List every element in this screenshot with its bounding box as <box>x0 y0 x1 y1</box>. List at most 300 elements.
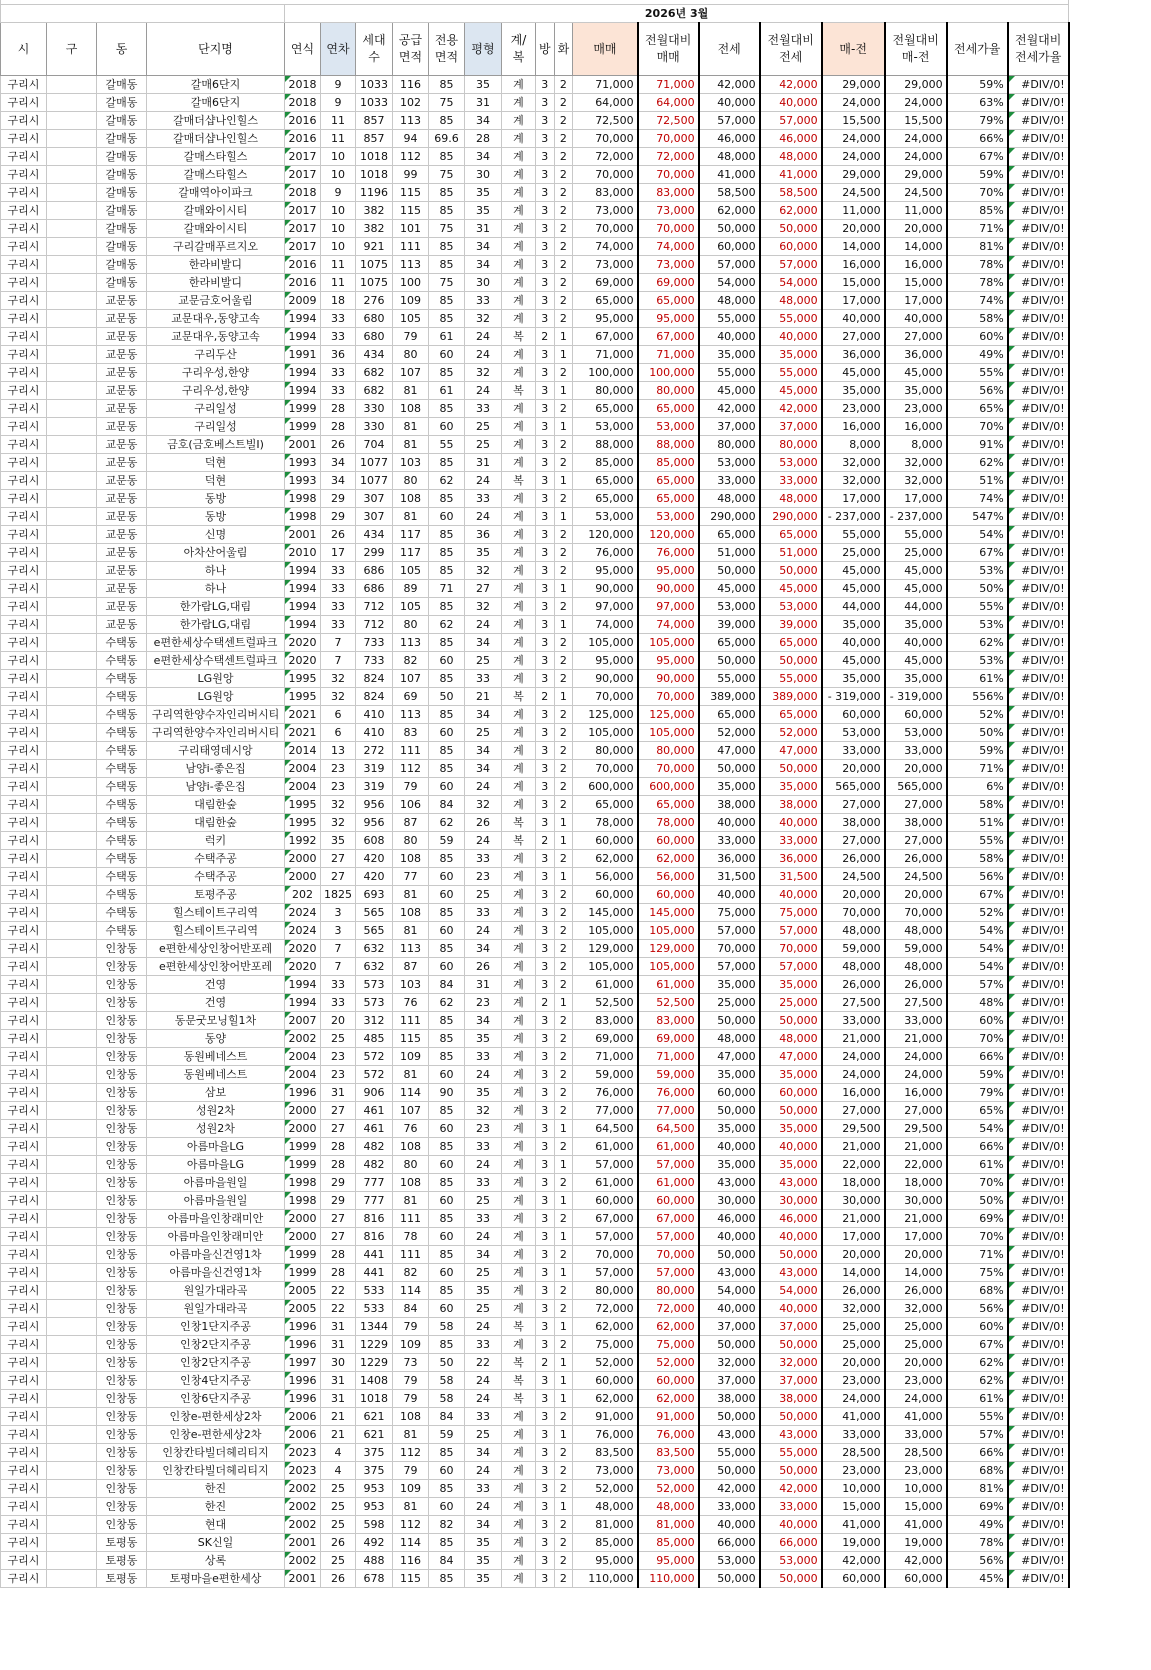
cell-col-gap-change[interactable]: 27,500 <box>885 994 947 1012</box>
cell-col-gap[interactable]: 14,000 <box>822 1264 885 1282</box>
cell-col-baths[interactable]: 2 <box>554 796 573 814</box>
cell-col-sale[interactable]: 95,000 <box>573 652 638 670</box>
cell-col-exclusive-area[interactable]: 60 <box>429 652 465 670</box>
cell-col-year[interactable]: 1998 <box>285 490 321 508</box>
cell-col-gap[interactable]: 35,000 <box>822 616 885 634</box>
cell-col-sale[interactable]: 67,000 <box>573 1210 638 1228</box>
cell-col-sale-change[interactable]: 73,000 <box>638 256 699 274</box>
cell-col-complex[interactable]: 토평마을e편한세상 <box>147 1570 285 1588</box>
cell-col-households[interactable]: 1018 <box>356 1390 393 1408</box>
cell-col-type[interactable]: 계 <box>502 1192 536 1210</box>
cell-col-rooms[interactable]: 3 <box>536 148 555 166</box>
cell-col-dong[interactable]: 교문동 <box>97 616 147 634</box>
cell-col-households[interactable]: 678 <box>356 1570 393 1588</box>
cell-col-si[interactable]: 구리시 <box>1 760 47 778</box>
cell-col-si[interactable]: 구리시 <box>1 796 47 814</box>
cell-col-dong[interactable]: 갈매동 <box>97 130 147 148</box>
cell-col-ratio-change[interactable]: #DIV/0! <box>1008 1138 1069 1156</box>
cell-col-sale-change[interactable]: 85,000 <box>638 454 699 472</box>
cell-col-age[interactable]: 6 <box>321 724 356 742</box>
cell-col-si[interactable]: 구리시 <box>1 688 47 706</box>
cell-col-jeonse[interactable]: 53,000 <box>699 454 760 472</box>
cell-col-jeonse-ratio[interactable]: 60% <box>947 328 1008 346</box>
cell-col-type[interactable]: 계 <box>502 598 536 616</box>
cell-col-baths[interactable]: 2 <box>554 1066 573 1084</box>
cell-col-jeonse[interactable]: 42,000 <box>699 1480 760 1498</box>
cell-col-dong[interactable]: 수택동 <box>97 652 147 670</box>
cell-col-jeonse-ratio[interactable]: 65% <box>947 1102 1008 1120</box>
cell-col-gap-change[interactable]: 20,000 <box>885 886 947 904</box>
cell-col-gap-change[interactable]: 15,000 <box>885 1498 947 1516</box>
cell-col-complex[interactable]: 구리두산 <box>147 346 285 364</box>
cell-col-supply-area[interactable]: 113 <box>393 112 429 130</box>
cell-col-jeonse-ratio[interactable]: 70% <box>947 1174 1008 1192</box>
cell-col-complex[interactable]: 한진 <box>147 1480 285 1498</box>
cell-col-exclusive-area[interactable]: 60 <box>429 958 465 976</box>
cell-col-jeonse-ratio[interactable]: 52% <box>947 706 1008 724</box>
cell-col-jeonse-change[interactable]: 57,000 <box>760 922 822 940</box>
header-col-jeonse[interactable]: 전세 <box>699 23 760 76</box>
cell-col-gu[interactable] <box>47 688 97 706</box>
cell-col-complex[interactable]: 구리우성,한양 <box>147 364 285 382</box>
cell-col-jeonse-ratio[interactable]: 51% <box>947 472 1008 490</box>
cell-col-jeonse[interactable]: 40,000 <box>699 886 760 904</box>
cell-col-age[interactable]: 9 <box>321 94 356 112</box>
cell-col-gap[interactable]: 60,000 <box>822 706 885 724</box>
cell-col-si[interactable]: 구리시 <box>1 1408 47 1426</box>
cell-col-gap[interactable]: 20,000 <box>822 886 885 904</box>
cell-col-type[interactable]: 계 <box>502 1102 536 1120</box>
cell-col-gu[interactable] <box>47 1516 97 1534</box>
cell-col-complex[interactable]: 아차산어울림 <box>147 544 285 562</box>
cell-col-type[interactable]: 계 <box>502 454 536 472</box>
cell-col-gap-change[interactable]: 40,000 <box>885 634 947 652</box>
cell-col-si[interactable]: 구리시 <box>1 1048 47 1066</box>
cell-col-sale[interactable]: 85,000 <box>573 1534 638 1552</box>
cell-col-ratio-change[interactable]: #DIV/0! <box>1008 526 1069 544</box>
cell-col-sale-change[interactable]: 62,000 <box>638 850 699 868</box>
cell-col-rooms[interactable]: 3 <box>536 436 555 454</box>
cell-col-dong[interactable]: 수택동 <box>97 922 147 940</box>
cell-col-jeonse-ratio[interactable]: 79% <box>947 1084 1008 1102</box>
cell-col-sale-change[interactable]: 73,000 <box>638 1462 699 1480</box>
cell-col-dong[interactable]: 토평동 <box>97 1570 147 1588</box>
cell-col-rooms[interactable]: 3 <box>536 1174 555 1192</box>
cell-col-age[interactable]: 28 <box>321 418 356 436</box>
cell-col-baths[interactable]: 1 <box>554 1264 573 1282</box>
cell-col-pyeong[interactable]: 33 <box>465 904 502 922</box>
cell-col-supply-area[interactable]: 94 <box>393 130 429 148</box>
cell-col-jeonse-ratio[interactable]: 61% <box>947 670 1008 688</box>
cell-col-sale-change[interactable]: 65,000 <box>638 400 699 418</box>
cell-col-supply-area[interactable]: 112 <box>393 760 429 778</box>
cell-col-sale[interactable]: 61,000 <box>573 1138 638 1156</box>
cell-col-year[interactable]: 1999 <box>285 1264 321 1282</box>
cell-col-dong[interactable]: 수택동 <box>97 850 147 868</box>
cell-col-households[interactable]: 632 <box>356 940 393 958</box>
cell-col-si[interactable]: 구리시 <box>1 1156 47 1174</box>
cell-col-baths[interactable]: 1 <box>554 472 573 490</box>
cell-col-sale[interactable]: 76,000 <box>573 544 638 562</box>
cell-col-ratio-change[interactable]: #DIV/0! <box>1008 1462 1069 1480</box>
cell-col-complex[interactable]: 한진 <box>147 1498 285 1516</box>
cell-col-rooms[interactable]: 3 <box>536 76 555 94</box>
cell-col-gu[interactable] <box>47 166 97 184</box>
cell-col-ratio-change[interactable]: #DIV/0! <box>1008 1084 1069 1102</box>
cell-col-jeonse-ratio[interactable]: 66% <box>947 1048 1008 1066</box>
cell-col-baths[interactable]: 1 <box>554 1498 573 1516</box>
cell-col-dong[interactable]: 인창동 <box>97 1048 147 1066</box>
cell-col-households[interactable]: 1018 <box>356 148 393 166</box>
cell-col-sale-change[interactable]: 62,000 <box>638 1318 699 1336</box>
cell-col-pyeong[interactable]: 33 <box>465 1336 502 1354</box>
cell-col-rooms[interactable]: 3 <box>536 562 555 580</box>
cell-col-age[interactable]: 26 <box>321 436 356 454</box>
cell-col-jeonse-change[interactable]: 43,000 <box>760 1426 822 1444</box>
cell-col-baths[interactable]: 2 <box>554 904 573 922</box>
cell-col-gap[interactable]: 33,000 <box>822 1012 885 1030</box>
cell-col-jeonse-change[interactable]: 40,000 <box>760 1300 822 1318</box>
cell-col-gap-change[interactable]: 17,000 <box>885 1228 947 1246</box>
cell-col-ratio-change[interactable]: #DIV/0! <box>1008 1390 1069 1408</box>
cell-col-sale-change[interactable]: 70,000 <box>638 688 699 706</box>
cell-col-jeonse-change[interactable]: 35,000 <box>760 976 822 994</box>
cell-col-dong[interactable]: 인창동 <box>97 1390 147 1408</box>
cell-col-si[interactable]: 구리시 <box>1 562 47 580</box>
cell-col-baths[interactable]: 2 <box>554 364 573 382</box>
cell-col-dong[interactable]: 인창동 <box>97 1030 147 1048</box>
cell-col-complex[interactable]: 구리우성,한양 <box>147 382 285 400</box>
cell-col-ratio-change[interactable]: #DIV/0! <box>1008 1048 1069 1066</box>
cell-col-gap[interactable]: 10,000 <box>822 1480 885 1498</box>
cell-col-rooms[interactable]: 3 <box>536 1228 555 1246</box>
cell-col-pyeong[interactable]: 25 <box>465 724 502 742</box>
cell-col-ratio-change[interactable]: #DIV/0! <box>1008 1570 1069 1588</box>
cell-col-age[interactable]: 18 <box>321 292 356 310</box>
cell-col-type[interactable]: 계 <box>502 1228 536 1246</box>
cell-col-sale-change[interactable]: 67,000 <box>638 1210 699 1228</box>
cell-col-pyeong[interactable]: 35 <box>465 76 502 94</box>
cell-col-jeonse-ratio[interactable]: 85% <box>947 202 1008 220</box>
cell-col-jeonse[interactable]: 50,000 <box>699 652 760 670</box>
cell-col-year[interactable]: 2018 <box>285 94 321 112</box>
cell-col-year[interactable]: 2000 <box>285 868 321 886</box>
cell-col-supply-area[interactable]: 115 <box>393 184 429 202</box>
cell-col-year[interactable]: 2004 <box>285 778 321 796</box>
cell-col-ratio-change[interactable]: #DIV/0! <box>1008 1408 1069 1426</box>
header-col-age[interactable]: 연차 <box>321 23 356 76</box>
cell-col-jeonse[interactable]: 57,000 <box>699 256 760 274</box>
cell-col-gu[interactable] <box>47 148 97 166</box>
cell-col-gap[interactable]: 33,000 <box>822 1426 885 1444</box>
cell-col-baths[interactable]: 2 <box>554 436 573 454</box>
cell-col-supply-area[interactable]: 114 <box>393 1084 429 1102</box>
cell-col-households[interactable]: 410 <box>356 706 393 724</box>
cell-col-supply-area[interactable]: 105 <box>393 598 429 616</box>
cell-col-si[interactable]: 구리시 <box>1 922 47 940</box>
cell-col-dong[interactable]: 갈매동 <box>97 256 147 274</box>
cell-col-sale[interactable]: 74,000 <box>573 238 638 256</box>
cell-col-complex[interactable]: 아름마을신건영1차 <box>147 1264 285 1282</box>
cell-col-baths[interactable]: 2 <box>554 1480 573 1498</box>
cell-col-exclusive-area[interactable]: 75 <box>429 166 465 184</box>
cell-col-si[interactable]: 구리시 <box>1 274 47 292</box>
cell-col-jeonse-change[interactable]: 42,000 <box>760 400 822 418</box>
cell-col-gap[interactable]: 26,000 <box>822 976 885 994</box>
cell-col-jeonse[interactable]: 40,000 <box>699 1300 760 1318</box>
cell-col-jeonse-change[interactable]: 40,000 <box>760 328 822 346</box>
cell-col-type[interactable]: 계 <box>502 1444 536 1462</box>
cell-col-rooms[interactable]: 3 <box>536 526 555 544</box>
cell-col-rooms[interactable]: 3 <box>536 346 555 364</box>
cell-col-households[interactable]: 1033 <box>356 94 393 112</box>
cell-col-year[interactable]: 1997 <box>285 1354 321 1372</box>
cell-col-jeonse-change[interactable]: 54,000 <box>760 274 822 292</box>
cell-col-si[interactable]: 구리시 <box>1 742 47 760</box>
cell-col-supply-area[interactable]: 79 <box>393 328 429 346</box>
cell-col-jeonse[interactable]: 43,000 <box>699 1426 760 1444</box>
cell-col-supply-area[interactable]: 84 <box>393 1300 429 1318</box>
cell-col-age[interactable]: 29 <box>321 490 356 508</box>
cell-col-households[interactable]: 434 <box>356 526 393 544</box>
cell-col-households[interactable]: 565 <box>356 904 393 922</box>
cell-col-supply-area[interactable]: 80 <box>393 346 429 364</box>
cell-col-dong[interactable]: 교문동 <box>97 472 147 490</box>
cell-col-dong[interactable]: 인창동 <box>97 1516 147 1534</box>
cell-col-age[interactable]: 9 <box>321 76 356 94</box>
cell-col-type[interactable]: 계 <box>502 1066 536 1084</box>
cell-col-type[interactable]: 계 <box>502 940 536 958</box>
cell-col-jeonse-ratio[interactable]: 59% <box>947 166 1008 184</box>
cell-col-baths[interactable]: 2 <box>554 1138 573 1156</box>
cell-col-ratio-change[interactable]: #DIV/0! <box>1008 1444 1069 1462</box>
cell-col-jeonse-change[interactable]: 40,000 <box>760 1138 822 1156</box>
cell-col-baths[interactable]: 2 <box>554 292 573 310</box>
cell-col-gap-change[interactable]: 27,000 <box>885 328 947 346</box>
cell-col-rooms[interactable]: 3 <box>536 1012 555 1030</box>
cell-col-dong[interactable]: 갈매동 <box>97 148 147 166</box>
cell-col-sale-change[interactable]: 71,000 <box>638 346 699 364</box>
cell-col-gap[interactable]: 22,000 <box>822 1156 885 1174</box>
cell-col-complex[interactable]: 수택주공 <box>147 868 285 886</box>
cell-col-gu[interactable] <box>47 1372 97 1390</box>
cell-col-si[interactable]: 구리시 <box>1 76 47 94</box>
cell-col-gap-change[interactable]: - 237,000 <box>885 508 947 526</box>
cell-col-age[interactable]: 23 <box>321 778 356 796</box>
cell-col-age[interactable]: 10 <box>321 148 356 166</box>
cell-col-jeonse-ratio[interactable]: 54% <box>947 526 1008 544</box>
cell-col-age[interactable]: 31 <box>321 1372 356 1390</box>
cell-col-type[interactable]: 계 <box>502 1498 536 1516</box>
cell-col-exclusive-area[interactable]: 85 <box>429 742 465 760</box>
cell-col-complex[interactable]: 남양i-좋은집 <box>147 760 285 778</box>
cell-col-rooms[interactable]: 3 <box>536 1444 555 1462</box>
header-col-jeonse-ratio[interactable]: 전세가율 <box>947 23 1008 76</box>
cell-col-gap-change[interactable]: 27,000 <box>885 1102 947 1120</box>
cell-col-jeonse[interactable]: 43,000 <box>699 1174 760 1192</box>
cell-col-jeonse[interactable]: 46,000 <box>699 130 760 148</box>
cell-col-exclusive-area[interactable]: 71 <box>429 580 465 598</box>
cell-col-supply-area[interactable]: 81 <box>393 436 429 454</box>
cell-col-type[interactable]: 계 <box>502 274 536 292</box>
cell-col-sale[interactable]: 73,000 <box>573 1462 638 1480</box>
cell-col-supply-area[interactable]: 79 <box>393 1462 429 1480</box>
cell-col-type[interactable]: 계 <box>502 580 536 598</box>
cell-col-si[interactable]: 구리시 <box>1 400 47 418</box>
cell-col-dong[interactable]: 갈매동 <box>97 112 147 130</box>
cell-col-jeonse[interactable]: 25,000 <box>699 994 760 1012</box>
cell-col-dong[interactable]: 인창동 <box>97 1174 147 1192</box>
cell-col-exclusive-area[interactable]: 69.6 <box>429 130 465 148</box>
cell-col-si[interactable]: 구리시 <box>1 1228 47 1246</box>
cell-col-age[interactable]: 31 <box>321 1318 356 1336</box>
cell-col-gap[interactable]: 45,000 <box>822 652 885 670</box>
cell-col-gap-change[interactable]: 14,000 <box>885 1264 947 1282</box>
cell-col-gu[interactable] <box>47 418 97 436</box>
cell-col-gap-change[interactable]: 27,000 <box>885 796 947 814</box>
cell-col-gu[interactable] <box>47 1336 97 1354</box>
header-col-rooms[interactable]: 방 <box>536 23 555 76</box>
cell-col-dong[interactable]: 수택동 <box>97 688 147 706</box>
cell-col-type[interactable]: 계 <box>502 1264 536 1282</box>
cell-col-complex[interactable]: 구리태영데시앙 <box>147 742 285 760</box>
cell-col-age[interactable]: 32 <box>321 796 356 814</box>
cell-col-dong[interactable]: 수택동 <box>97 634 147 652</box>
cell-col-complex[interactable]: 갈매6단지 <box>147 76 285 94</box>
cell-col-jeonse-change[interactable]: 62,000 <box>760 202 822 220</box>
cell-col-gap-change[interactable]: 11,000 <box>885 202 947 220</box>
cell-col-jeonse-ratio[interactable]: 75% <box>947 1264 1008 1282</box>
cell-col-sale-change[interactable]: 70,000 <box>638 760 699 778</box>
cell-col-gap-change[interactable]: 23,000 <box>885 1462 947 1480</box>
cell-col-supply-area[interactable]: 108 <box>393 1138 429 1156</box>
cell-col-sale-change[interactable]: 60,000 <box>638 1372 699 1390</box>
cell-col-rooms[interactable]: 3 <box>536 418 555 436</box>
cell-col-age[interactable]: 26 <box>321 526 356 544</box>
cell-col-age[interactable]: 7 <box>321 652 356 670</box>
cell-col-jeonse-change[interactable]: 46,000 <box>760 130 822 148</box>
cell-col-rooms[interactable]: 3 <box>536 508 555 526</box>
cell-col-sale-change[interactable]: 95,000 <box>638 310 699 328</box>
cell-col-type[interactable]: 복 <box>502 382 536 400</box>
cell-col-dong[interactable]: 수택동 <box>97 904 147 922</box>
cell-col-jeonse[interactable]: 50,000 <box>699 1012 760 1030</box>
cell-col-type[interactable]: 계 <box>502 1084 536 1102</box>
cell-col-year[interactable]: 2016 <box>285 274 321 292</box>
cell-col-ratio-change[interactable]: #DIV/0! <box>1008 400 1069 418</box>
cell-col-si[interactable]: 구리시 <box>1 1336 47 1354</box>
cell-col-year[interactable]: 1995 <box>285 688 321 706</box>
cell-col-exclusive-area[interactable]: 85 <box>429 850 465 868</box>
cell-col-jeonse[interactable]: 48,000 <box>699 292 760 310</box>
cell-col-households[interactable]: 680 <box>356 310 393 328</box>
cell-col-baths[interactable]: 2 <box>554 310 573 328</box>
cell-col-sale-change[interactable]: 71,000 <box>638 76 699 94</box>
cell-col-year[interactable]: 2023 <box>285 1444 321 1462</box>
cell-col-gap[interactable]: 26,000 <box>822 1282 885 1300</box>
cell-col-exclusive-area[interactable]: 85 <box>429 760 465 778</box>
cell-col-complex[interactable]: 구리갈매푸르지오 <box>147 238 285 256</box>
cell-col-gap-change[interactable]: 17,000 <box>885 292 947 310</box>
cell-col-year[interactable]: 1994 <box>285 598 321 616</box>
cell-col-sale-change[interactable]: 70,000 <box>638 166 699 184</box>
cell-col-complex[interactable]: LG원앙 <box>147 688 285 706</box>
cell-col-supply-area[interactable]: 108 <box>393 1174 429 1192</box>
cell-col-sale-change[interactable]: 56,000 <box>638 868 699 886</box>
cell-col-year[interactable]: 2021 <box>285 724 321 742</box>
cell-col-gu[interactable] <box>47 778 97 796</box>
cell-col-complex[interactable]: 아름마을원일 <box>147 1192 285 1210</box>
cell-col-ratio-change[interactable]: #DIV/0! <box>1008 472 1069 490</box>
cell-col-households[interactable]: 572 <box>356 1048 393 1066</box>
cell-col-ratio-change[interactable]: #DIV/0! <box>1008 940 1069 958</box>
cell-col-jeonse-ratio[interactable]: 70% <box>947 1228 1008 1246</box>
cell-col-households[interactable]: 375 <box>356 1462 393 1480</box>
cell-col-jeonse[interactable]: 48,000 <box>699 1030 760 1048</box>
cell-col-rooms[interactable]: 3 <box>536 454 555 472</box>
cell-col-ratio-change[interactable]: #DIV/0! <box>1008 1120 1069 1138</box>
header-col-jeonse-change[interactable]: 전월대비 전세 <box>760 23 822 76</box>
cell-col-year[interactable]: 2018 <box>285 184 321 202</box>
cell-col-gap-change[interactable]: 25,000 <box>885 1336 947 1354</box>
cell-col-type[interactable]: 계 <box>502 1300 536 1318</box>
cell-col-supply-area[interactable]: 81 <box>393 382 429 400</box>
cell-col-ratio-change[interactable]: #DIV/0! <box>1008 1210 1069 1228</box>
cell-col-jeonse-change[interactable]: 50,000 <box>760 220 822 238</box>
cell-col-pyeong[interactable]: 30 <box>465 166 502 184</box>
cell-col-complex[interactable]: e편한세상인창어반포레 <box>147 958 285 976</box>
cell-col-gap-change[interactable]: 33,000 <box>885 742 947 760</box>
cell-col-gu[interactable] <box>47 994 97 1012</box>
cell-col-sale[interactable]: 76,000 <box>573 1084 638 1102</box>
cell-col-jeonse-ratio[interactable]: 69% <box>947 1210 1008 1228</box>
cell-col-gap[interactable]: 59,000 <box>822 940 885 958</box>
cell-col-gap[interactable]: 29,500 <box>822 1120 885 1138</box>
cell-col-gap[interactable]: 27,000 <box>822 328 885 346</box>
cell-col-jeonse-change[interactable]: 33,000 <box>760 832 822 850</box>
cell-col-complex[interactable]: SK신일 <box>147 1534 285 1552</box>
cell-col-sale-change[interactable]: 60,000 <box>638 886 699 904</box>
cell-col-rooms[interactable]: 3 <box>536 382 555 400</box>
cell-col-baths[interactable]: 1 <box>554 1354 573 1372</box>
cell-col-complex[interactable]: 현대 <box>147 1516 285 1534</box>
cell-col-dong[interactable]: 인창동 <box>97 1012 147 1030</box>
cell-col-gap-change[interactable]: 60,000 <box>885 706 947 724</box>
cell-col-baths[interactable]: 2 <box>554 1210 573 1228</box>
cell-col-pyeong[interactable]: 31 <box>465 94 502 112</box>
header-col-type[interactable]: 계/복 <box>502 23 536 76</box>
cell-col-dong[interactable]: 수택동 <box>97 832 147 850</box>
cell-col-dong[interactable]: 인창동 <box>97 1246 147 1264</box>
cell-col-complex[interactable]: 인창e-편한세상2차 <box>147 1408 285 1426</box>
cell-col-complex[interactable]: e편한세상수택센트럴파크 <box>147 652 285 670</box>
cell-col-supply-area[interactable]: 79 <box>393 1372 429 1390</box>
cell-col-jeonse-change[interactable]: 55,000 <box>760 670 822 688</box>
cell-col-ratio-change[interactable]: #DIV/0! <box>1008 256 1069 274</box>
cell-col-baths[interactable]: 1 <box>554 1228 573 1246</box>
cell-col-year[interactable]: 2020 <box>285 634 321 652</box>
cell-col-age[interactable]: 28 <box>321 400 356 418</box>
cell-col-jeonse[interactable]: 33,000 <box>699 1498 760 1516</box>
cell-col-si[interactable]: 구리시 <box>1 1012 47 1030</box>
cell-col-complex[interactable]: 인창4단지주공 <box>147 1372 285 1390</box>
cell-col-households[interactable]: 441 <box>356 1246 393 1264</box>
cell-col-jeonse-ratio[interactable]: 60% <box>947 1318 1008 1336</box>
cell-col-baths[interactable]: 2 <box>554 922 573 940</box>
cell-col-supply-area[interactable]: 76 <box>393 1120 429 1138</box>
cell-col-households[interactable]: 712 <box>356 616 393 634</box>
cell-col-gap[interactable]: 48,000 <box>822 922 885 940</box>
